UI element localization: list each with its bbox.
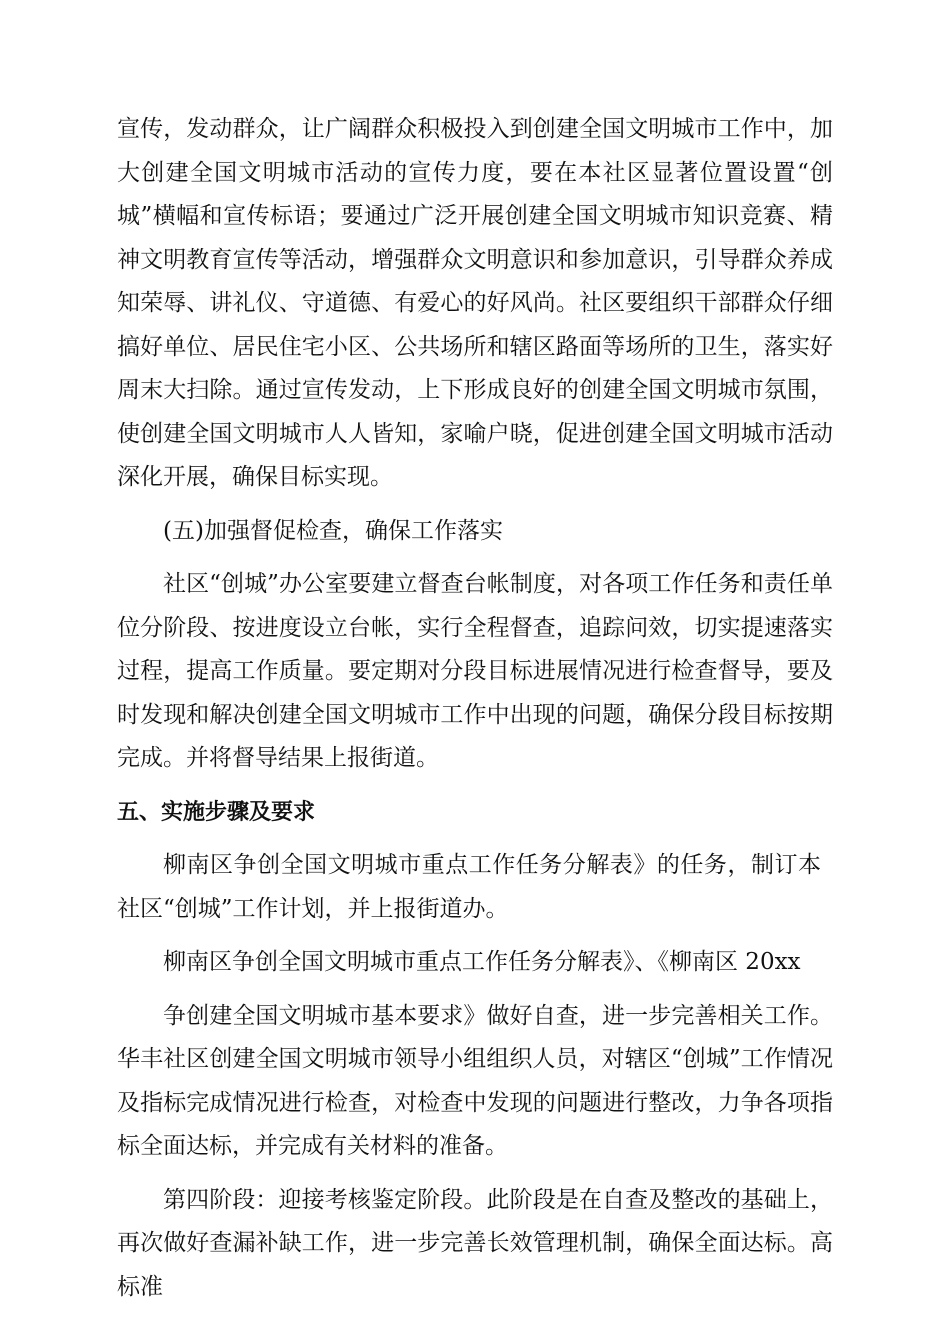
paragraph-stage-four: 第四阶段：迎接考核鉴定阶段。此阶段是在自查及整改的基础上，再次做好查漏补缺工作，进一步完善长效管理机制，确保全面达标。高标准 <box>117 1186 833 1300</box>
subheading-supervision: (五)加强督促检查，确保工作落实 <box>163 517 503 544</box>
paragraph-task-plan: 柳南区争创全国文明城市重点工作任务分解表》的任务，制订本社区“创城”工作计划，并上报街道办。 <box>117 852 821 922</box>
paragraph-supervision: 社区“创城”办公室要建立督查台帐制度，对各项工作任务和责任单位分阶段、按进度设立台帐，实行全程督查，追踪问效，切实提速落实过程，提高工作质量。要定期对分段目标进展情况进行检查督导，要及时发现和解决创建全国文明城市工作中出现的问题，确保分段目标按期完成。并将督导结果上报街道。 <box>117 571 833 771</box>
paragraph-publicity: 宣传，发动群众，让广阔群众积极投入到创建全国文明城市工作中，加大创建全国文明城市活动的宣传力度，要在本社区显著位置设置“创城”横幅和宣传标语；要通过广泛开展创建全国文明城市知识竞赛、精神文明教育宣传等活动，增强群众文明意识和参加意识，引导群众养成知荣辱、讲礼仪、守道德、有爱心的好风尚。社区要组织干部群众仔细搞好单位、居民住宅小区、公共场所和辖区路面等场所的卫生，落实好周末大扫除。通过宣传发动，上下形成良好的创建全国文明城市氛围，使创建全国文明城市人人皆知，家喻户晓，促进创建全国文明城市活动深化开展，确保目标实现。 <box>117 116 833 490</box>
document-body <box>117 108 833 1309</box>
section-heading-implementation: 五、实施步骤及要求 <box>117 799 316 825</box>
paragraph-self-inspection: 争创建全国文明城市基本要求》做好自查，进一步完善相关工作。华丰社区创建全国文明城市领导小组组织人员，对辖区“创城”工作情况及指标完成情况进行检查，对检查中发现的问题进行整改，力争各项指标全面达标，并完成有关材料的准备。 <box>117 1002 833 1159</box>
paragraph-task-reference: 柳南区争创全国文明城市重点工作任务分解表》、《柳南区 20xx <box>163 949 801 975</box>
